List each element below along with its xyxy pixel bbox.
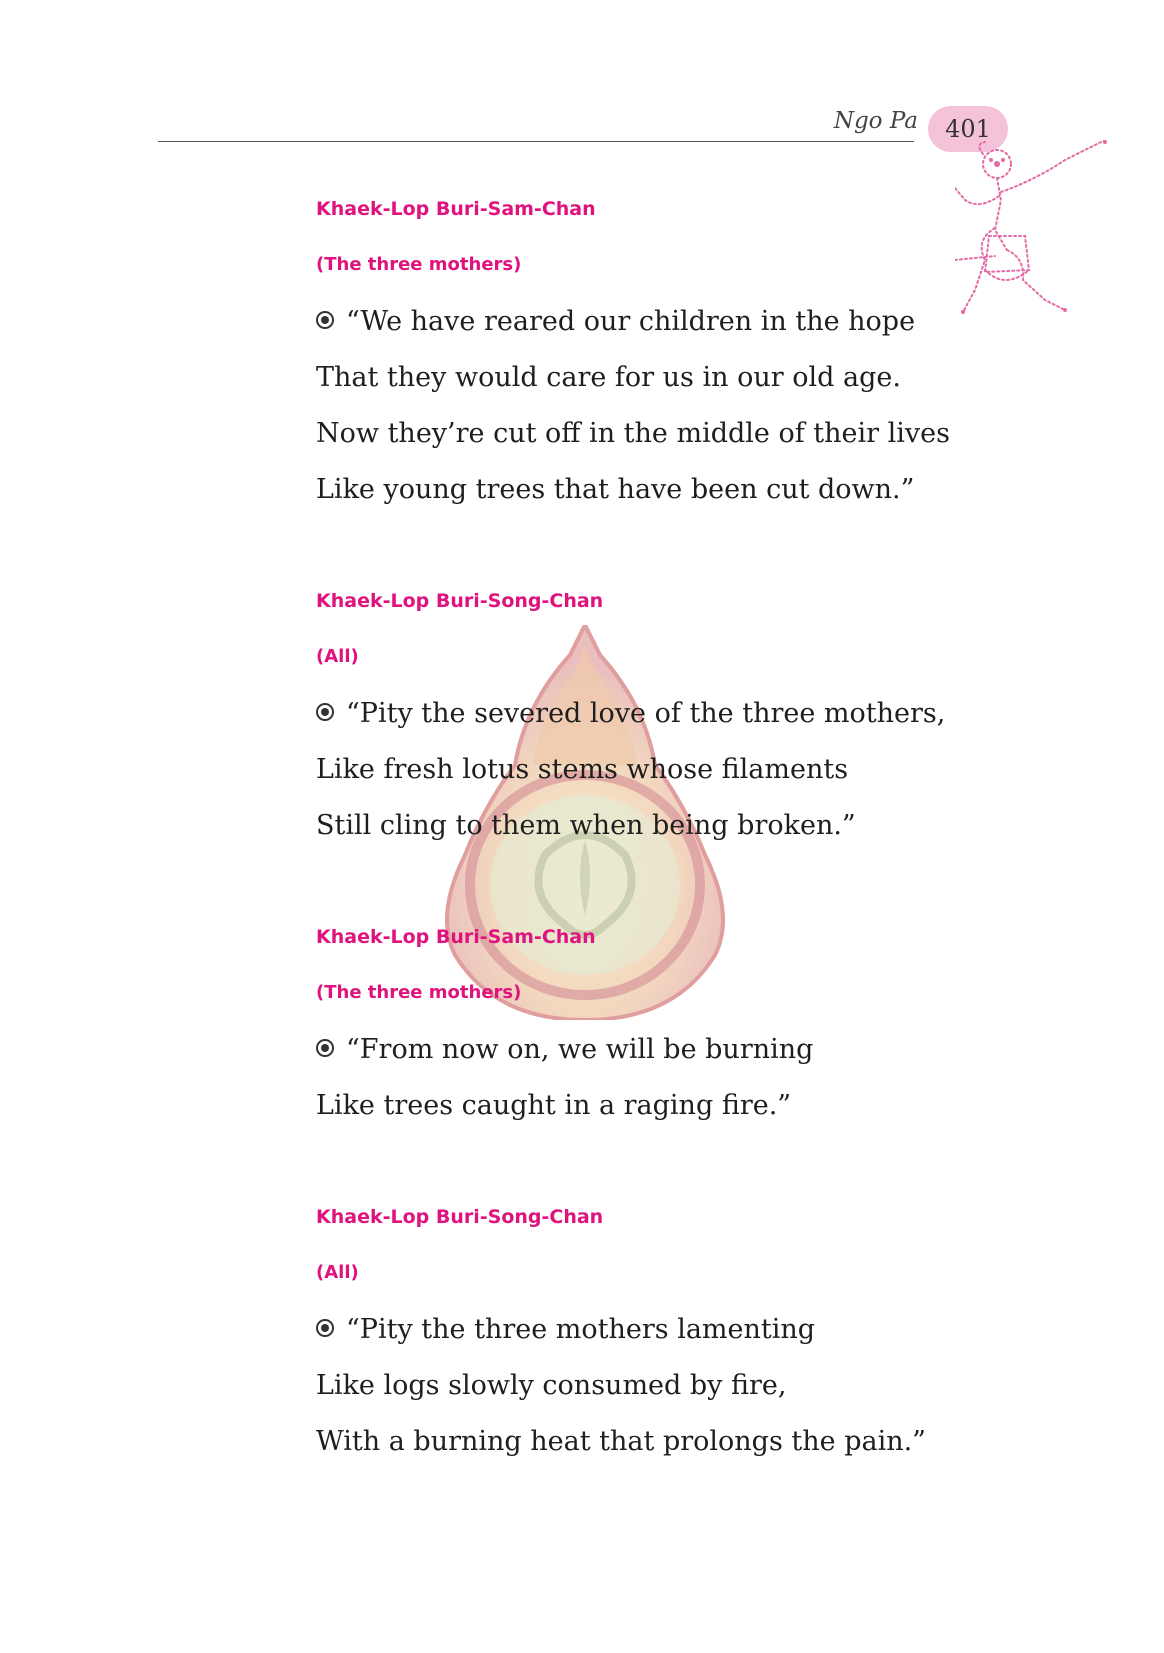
verse-line: Now they’re cut off in the middle of their lives	[316, 418, 950, 449]
bullet-icon	[316, 311, 334, 329]
verse-line	[316, 1302, 976, 1358]
verse-section	[316, 1198, 976, 1470]
verse-line-text: “From now on, we will be burning	[346, 1034, 814, 1065]
verse-lines	[316, 1302, 976, 1470]
bullet-icon	[316, 1319, 334, 1337]
running-title: Ngo Pa	[833, 108, 918, 134]
section-title: Khaek-Lop Buri-Song-Chan	[316, 1206, 604, 1228]
verse-section	[316, 582, 976, 854]
verse-section	[316, 190, 976, 518]
verse-line-text: “Pity the three mothers lamenting	[346, 1314, 816, 1345]
verse-line	[316, 294, 976, 350]
verse-line: Like logs slowly consumed by fire,	[316, 1370, 787, 1401]
verse-lines	[316, 1022, 976, 1134]
verse-line: Like young trees that have been cut down.”	[316, 474, 915, 505]
page-number: 401	[945, 115, 991, 143]
dancer-illustration-icon	[955, 140, 1115, 345]
bullet-icon	[316, 703, 334, 721]
verse-lines	[316, 686, 976, 854]
verse-line: That they would care for us in our old age.	[316, 362, 901, 393]
verse-line: With a burning heat that prolongs the pain.”	[316, 1426, 926, 1457]
section-title: Khaek-Lop Buri-Song-Chan	[316, 590, 604, 612]
section-title: Khaek-Lop Buri-Sam-Chan	[316, 926, 596, 948]
verse-line-text: “We have reared our children in the hope	[346, 306, 916, 337]
verse-section	[316, 918, 976, 1134]
verse-line: Like trees caught in a raging fire.”	[316, 1090, 792, 1121]
section-title: Khaek-Lop Buri-Sam-Chan	[316, 198, 596, 220]
bullet-icon	[316, 1039, 334, 1057]
verse-content	[316, 190, 976, 1534]
verse-line	[316, 1022, 976, 1078]
verse-line: Still cling to them when being broken.”	[316, 810, 856, 841]
speaker-role: (The three mothers)	[316, 982, 522, 1003]
verse-line-text: “Pity the severed love of the three mothers,	[346, 698, 946, 729]
verse-line	[316, 686, 976, 742]
speaker-role: (All)	[316, 646, 359, 667]
speaker-role: (All)	[316, 1262, 359, 1283]
verse-line: Like fresh lotus stems whose filaments	[316, 754, 849, 785]
header-rule	[158, 141, 914, 142]
speaker-role: (The three mothers)	[316, 254, 522, 275]
verse-lines	[316, 294, 976, 518]
